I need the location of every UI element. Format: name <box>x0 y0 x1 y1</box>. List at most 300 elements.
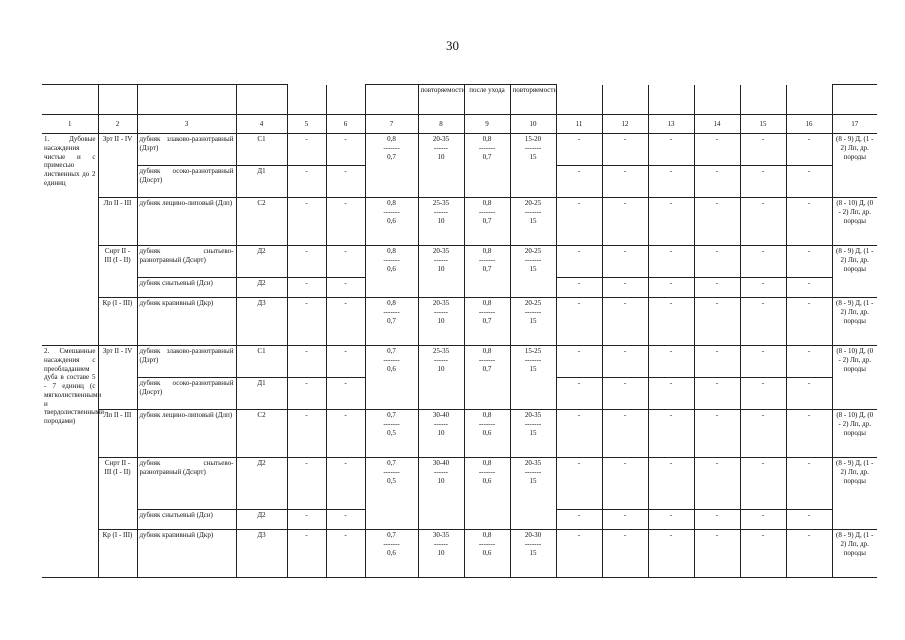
stand-composition: (8 - 9) Д, (1 - 2) Лп, др. породы <box>832 458 877 530</box>
col-12-value: - <box>602 278 648 298</box>
col-12-value: - <box>602 530 648 578</box>
col-13-value: - <box>648 134 694 166</box>
col-10-cell <box>510 458 556 530</box>
col-14-value: - <box>694 346 740 378</box>
fraction-value <box>513 247 554 273</box>
col-10-cell <box>510 298 556 346</box>
col-15-value: - <box>740 346 786 378</box>
col-11-value: - <box>556 134 602 166</box>
fraction-value <box>368 135 416 161</box>
fraction-part: 0,8 <box>387 135 396 143</box>
col-9-cell <box>464 410 510 458</box>
col-10-cell <box>510 198 556 246</box>
header-col8: повторяемости <box>418 85 464 115</box>
col-6-value: - <box>326 510 365 530</box>
col-13-value: - <box>648 278 694 298</box>
col-8-cell <box>418 198 464 246</box>
col-13-value: - <box>648 458 694 510</box>
forest-type-name: дубняк лещино-липовый (Длп) <box>137 410 236 458</box>
fraction-part: 0,6 <box>482 428 492 437</box>
col-11-value: - <box>556 410 602 458</box>
col-16-value: - <box>786 410 832 458</box>
column-number-13: 13 <box>648 115 694 134</box>
col-7-cell <box>365 410 418 458</box>
col-14-value: - <box>694 134 740 166</box>
forest-type-name: дубняк снытьево-разнотравный (Дснрт) <box>137 246 236 278</box>
stand-composition: (8 - 9) Д, (1 - 2) Лп, др. породы <box>832 246 877 298</box>
column-number-17: 17 <box>832 115 877 134</box>
column-number-row <box>42 115 877 134</box>
col-8-cell <box>418 298 464 346</box>
fraction-part: 0,7 <box>482 216 492 225</box>
col-9-cell <box>464 134 510 198</box>
fraction-value <box>421 347 462 373</box>
column-number-3: 3 <box>137 115 236 134</box>
col-11-value: - <box>556 278 602 298</box>
col-9-cell <box>464 458 510 530</box>
site-class: С2 <box>236 410 287 458</box>
column-number-6: 6 <box>326 115 365 134</box>
fraction-bar: ------- <box>383 207 400 216</box>
col-11-value: - <box>556 166 602 198</box>
fraction-bar: ------ <box>434 307 448 316</box>
col-9-cell <box>464 346 510 410</box>
site-class: Д1 <box>236 166 287 198</box>
forest-type-name: дубняк снытьево-разнотравный (Дснрт) <box>137 458 236 510</box>
fraction-value <box>421 299 462 325</box>
table-row <box>42 246 877 278</box>
fraction-value <box>467 459 508 485</box>
col-11-value: - <box>556 458 602 510</box>
fraction-part: 10 <box>437 264 445 273</box>
fraction-value <box>368 411 416 437</box>
fraction-part: 0,8 <box>387 247 396 255</box>
fraction-part: 0,8 <box>482 135 492 143</box>
col-14-value: - <box>694 410 740 458</box>
col-15-value: - <box>740 378 786 410</box>
fraction-bar: ------- <box>524 255 542 264</box>
col-11-value: - <box>556 298 602 346</box>
col-8-cell <box>418 530 464 578</box>
fraction-bar: ------- <box>524 143 542 152</box>
fraction-part: 25-35 <box>432 347 450 355</box>
col-6-value: - <box>326 458 365 510</box>
fraction-part: 30-40 <box>432 411 450 419</box>
column-number-4: 4 <box>236 115 287 134</box>
col-11-value: - <box>556 530 602 578</box>
site-class: С1 <box>236 134 287 166</box>
forest-type-code: Кр (I - III) <box>98 530 137 578</box>
col-12-value: - <box>602 378 648 410</box>
fraction-part: 15 <box>529 316 537 325</box>
fraction-part: 0,8 <box>482 531 492 539</box>
site-class: Д2 <box>236 278 287 298</box>
stand-composition: (8 - 9) Д, (1 - 2) Лп, др. породы <box>832 298 877 346</box>
col-13-value: - <box>648 378 694 410</box>
forest-type-code: Кр (I - III) <box>98 298 137 346</box>
fraction-bar: ------- <box>524 539 542 548</box>
forest-type-code: Лп II - III <box>98 410 137 458</box>
col-15-value: - <box>740 246 786 278</box>
fraction-bar: ------- <box>383 307 400 316</box>
fraction-bar: ------- <box>524 419 542 428</box>
col-15-value: - <box>740 410 786 458</box>
forest-type-name: дубняк осоко-разнотравный (Досрт) <box>137 378 236 410</box>
site-class: Д2 <box>236 458 287 510</box>
header-row <box>42 85 877 115</box>
fraction-part: 0,7 <box>482 264 492 273</box>
col-16-value: - <box>786 510 832 530</box>
fraction-part: 10 <box>437 364 445 373</box>
col-14-value: - <box>694 458 740 510</box>
fraction-part: 0,8 <box>387 199 396 207</box>
col-11-value: - <box>556 510 602 530</box>
col-5-value: - <box>287 458 326 510</box>
col-6-value: - <box>326 166 365 198</box>
fraction-value <box>368 531 416 557</box>
col-10-cell <box>510 134 556 198</box>
fraction-value <box>467 299 508 325</box>
fraction-part: 30-40 <box>432 459 450 467</box>
col-15-value: - <box>740 510 786 530</box>
col-5-value: - <box>287 346 326 378</box>
group-label: 2. Смешанные насаждения с преобладанием дуба в составе 5 - 7 единиц (с мягколиственными и твердолиственными породами) <box>42 346 98 578</box>
fraction-value <box>421 135 462 161</box>
fraction-part: 25-35 <box>432 199 450 207</box>
col-13-value: - <box>648 298 694 346</box>
fraction-value <box>368 199 416 225</box>
stand-composition: (8 - 10) Д, (0 - 2) Лп, др. породы <box>832 410 877 458</box>
forest-type-name: дубняк снытьевый (Дсн) <box>137 510 236 530</box>
col-5-value: - <box>287 166 326 198</box>
fraction-part: 20-25 <box>524 199 542 207</box>
fraction-part: 0,6 <box>387 548 396 557</box>
fraction-value <box>368 347 416 373</box>
stand-composition: (8 - 9) Д, (1 - 2) Лп, др. породы <box>832 530 877 578</box>
column-number-7: 7 <box>365 115 418 134</box>
col-14-value: - <box>694 510 740 530</box>
col-12-value: - <box>602 166 648 198</box>
fraction-part: 0,7 <box>482 364 492 373</box>
column-number-11: 11 <box>556 115 602 134</box>
fraction-part: 15 <box>529 548 537 557</box>
col-8-cell <box>418 410 464 458</box>
col-5-value: - <box>287 510 326 530</box>
header-col9: после ухода <box>464 85 510 115</box>
fraction-value <box>368 299 416 325</box>
col-10-cell <box>510 530 556 578</box>
fraction-bar: ------- <box>383 419 400 428</box>
fraction-part: 20-35 <box>432 247 450 255</box>
fraction-bar: ------- <box>478 467 496 476</box>
fraction-part: 10 <box>437 548 445 557</box>
col-10-cell <box>510 410 556 458</box>
col-14-value: - <box>694 278 740 298</box>
col-16-value: - <box>786 198 832 246</box>
col-7-cell <box>365 298 418 346</box>
col-15-value: - <box>740 530 786 578</box>
col-16-value: - <box>786 346 832 378</box>
fraction-value <box>368 459 416 485</box>
col-15-value: - <box>740 166 786 198</box>
table-row <box>42 346 877 378</box>
fraction-value <box>467 531 508 557</box>
fraction-part: 10 <box>437 316 445 325</box>
fraction-part: 15 <box>529 476 537 485</box>
col-13-value: - <box>648 510 694 530</box>
fraction-part: 0,6 <box>387 364 396 373</box>
col-5-value: - <box>287 410 326 458</box>
fraction-part: 20-25 <box>524 247 542 255</box>
site-class: Д1 <box>236 378 287 410</box>
fraction-bar: ------- <box>478 207 496 216</box>
fraction-part: 0,7 <box>482 152 492 161</box>
fraction-bar: ------- <box>383 355 400 364</box>
col-14-value: - <box>694 378 740 410</box>
forest-type-name: дубняк крапивный (Дкр) <box>137 530 236 578</box>
fraction-value <box>513 459 554 485</box>
forest-type-code: Зрт II - IV <box>98 346 137 410</box>
column-number-12: 12 <box>602 115 648 134</box>
col-16-value: - <box>786 378 832 410</box>
fraction-value <box>513 531 554 557</box>
fraction-part: 0,5 <box>387 476 396 485</box>
site-class: Д2 <box>236 510 287 530</box>
col-16-value: - <box>786 246 832 278</box>
fraction-bar: ------ <box>434 467 448 476</box>
fraction-bar: ------- <box>383 143 400 152</box>
col-13-value: - <box>648 246 694 278</box>
col-12-value: - <box>602 134 648 166</box>
stand-composition: (8 - 9) Д, (1 - 2) Лп, др. породы <box>832 134 877 198</box>
col-14-value: - <box>694 298 740 346</box>
fraction-bar: ------ <box>434 539 448 548</box>
fraction-part: 20-35 <box>432 299 450 307</box>
forest-type-name: дубняк злаково-разнотравный (Дзрт) <box>137 134 236 166</box>
col-14-value: - <box>694 198 740 246</box>
fraction-value <box>513 347 554 373</box>
col-5-value: - <box>287 530 326 578</box>
fraction-part: 10 <box>437 216 445 225</box>
column-number-8: 8 <box>418 115 464 134</box>
col-12-value: - <box>602 510 648 530</box>
fraction-bar: ------- <box>478 539 496 548</box>
col-12-value: - <box>602 298 648 346</box>
column-number-10: 10 <box>510 115 556 134</box>
table-row <box>42 198 877 246</box>
col-5-value: - <box>287 278 326 298</box>
fraction-bar: ------ <box>434 143 448 152</box>
col-6-value: - <box>326 410 365 458</box>
col-16-value: - <box>786 298 832 346</box>
fraction-bar: ------- <box>524 207 542 216</box>
fraction-part: 0,8 <box>387 299 396 307</box>
fraction-part: 0,6 <box>387 216 396 225</box>
fraction-part: 15 <box>529 216 537 225</box>
fraction-bar: ------- <box>478 355 496 364</box>
col-9-cell <box>464 198 510 246</box>
col-6-value: - <box>326 278 365 298</box>
col-8-cell <box>418 346 464 410</box>
col-7-cell <box>365 198 418 246</box>
column-number-15: 15 <box>740 115 786 134</box>
col-12-value: - <box>602 246 648 278</box>
fraction-value <box>467 347 508 373</box>
col-7-cell <box>365 346 418 410</box>
fraction-value <box>421 459 462 485</box>
fraction-value <box>467 247 508 273</box>
col-6-value: - <box>326 134 365 166</box>
col-5-value: - <box>287 246 326 278</box>
col-14-value: - <box>694 166 740 198</box>
col-6-value: - <box>326 246 365 278</box>
fraction-value <box>513 199 554 225</box>
forest-type-code: Снрт II - III (I - II) <box>98 458 137 530</box>
col-6-value: - <box>326 298 365 346</box>
fraction-value <box>513 299 554 325</box>
col-15-value: - <box>740 198 786 246</box>
col-16-value: - <box>786 166 832 198</box>
fraction-bar: ------- <box>524 467 542 476</box>
fraction-part: 30-35 <box>432 531 450 539</box>
col-16-value: - <box>786 278 832 298</box>
fraction-bar: ------- <box>524 355 542 364</box>
fraction-part: 0,5 <box>387 428 396 437</box>
site-class: Д3 <box>236 530 287 578</box>
fraction-part: 10 <box>437 152 445 161</box>
col-15-value: - <box>740 298 786 346</box>
forest-type-code: Зрт II - IV <box>98 134 137 198</box>
site-class: Д3 <box>236 298 287 346</box>
col-10-cell <box>510 246 556 298</box>
fraction-bar: ------ <box>434 355 448 364</box>
fraction-bar: ------- <box>524 307 542 316</box>
col-12-value: - <box>602 198 648 246</box>
table-row <box>42 458 877 510</box>
fraction-bar: ------ <box>434 419 448 428</box>
col-11-value: - <box>556 346 602 378</box>
table-row <box>42 298 877 346</box>
col-7-cell <box>365 530 418 578</box>
col-5-value: - <box>287 134 326 166</box>
column-number-14: 14 <box>694 115 740 134</box>
fraction-value <box>467 411 508 437</box>
col-13-value: - <box>648 166 694 198</box>
col-9-cell <box>464 298 510 346</box>
col-6-value: - <box>326 346 365 378</box>
column-number-2: 2 <box>98 115 137 134</box>
stand-composition: (8 - 10) Д, (0 - 2) Лп, др. породы <box>832 346 877 410</box>
column-number-16: 16 <box>786 115 832 134</box>
stand-composition: (8 - 10) Д, (0 - 2) Лп, др. породы <box>832 198 877 246</box>
fraction-part: 0,8 <box>482 411 492 419</box>
col-6-value: - <box>326 378 365 410</box>
col-14-value: - <box>694 246 740 278</box>
forest-type-name: дубняк крапивный (Дкр) <box>137 298 236 346</box>
fraction-value <box>421 411 462 437</box>
col-13-value: - <box>648 530 694 578</box>
fraction-value <box>421 247 462 273</box>
col-7-cell <box>365 246 418 298</box>
forest-type-code: Лп II - III <box>98 198 137 246</box>
fraction-part: 0,8 <box>482 247 492 255</box>
fraction-part: 15 <box>529 364 537 373</box>
fraction-part: 20-30 <box>524 531 542 539</box>
fraction-bar: ------- <box>383 255 400 264</box>
table-row <box>42 134 877 166</box>
col-16-value: - <box>786 458 832 510</box>
fraction-part: 0,8 <box>482 199 492 207</box>
forest-stand-table <box>42 84 877 578</box>
fraction-value <box>467 135 508 161</box>
fraction-part: 15 <box>529 428 537 437</box>
fraction-bar: ------- <box>383 467 400 476</box>
column-number-9: 9 <box>464 115 510 134</box>
site-class: С2 <box>236 198 287 246</box>
fraction-part: 20-35 <box>524 411 542 419</box>
col-5-value: - <box>287 378 326 410</box>
site-class: С1 <box>236 346 287 378</box>
fraction-part: 0,7 <box>387 411 396 419</box>
forest-type-code: Снрт II - III (I - II) <box>98 246 137 298</box>
fraction-bar: ------- <box>478 255 496 264</box>
col-6-value: - <box>326 530 365 578</box>
forest-type-name: дубняк осоко-разнотравный (Досрт) <box>137 166 236 198</box>
col-16-value: - <box>786 134 832 166</box>
fraction-value <box>368 247 416 273</box>
col-14-value: - <box>694 530 740 578</box>
col-8-cell <box>418 246 464 298</box>
col-11-value: - <box>556 378 602 410</box>
fraction-bar: ------ <box>434 255 448 264</box>
col-7-cell <box>365 134 418 198</box>
site-class: Д2 <box>236 246 287 278</box>
fraction-part: 0,7 <box>387 316 396 325</box>
col-15-value: - <box>740 278 786 298</box>
forest-type-name: дубняк лещино-липовый (Длп) <box>137 198 236 246</box>
group-label: 1. Дубовые насаждения чистые и с примесью лиственных до 2 единиц <box>42 134 98 346</box>
fraction-part: 15 <box>529 264 537 273</box>
fraction-part: 20-25 <box>524 299 542 307</box>
fraction-part: 0,8 <box>482 459 492 467</box>
col-16-value: - <box>786 530 832 578</box>
fraction-part: 0,6 <box>482 548 492 557</box>
col-9-cell <box>464 246 510 298</box>
forest-type-name: дубняк снытьевый (Дсн) <box>137 278 236 298</box>
fraction-part: 0,6 <box>387 264 396 273</box>
col-12-value: - <box>602 346 648 378</box>
fraction-value <box>421 199 462 225</box>
col-11-value: - <box>556 198 602 246</box>
fraction-part: 20-35 <box>432 135 450 143</box>
fraction-value <box>421 531 462 557</box>
forest-type-name: дубняк злаково-разнотравный (Дзрт) <box>137 346 236 378</box>
table-row <box>42 410 877 458</box>
column-number-5: 5 <box>287 115 326 134</box>
col-15-value: - <box>740 458 786 510</box>
col-7-cell <box>365 458 418 530</box>
col-10-cell <box>510 346 556 410</box>
fraction-bar: ------ <box>434 207 448 216</box>
col-8-cell <box>418 458 464 530</box>
col-12-value: - <box>602 458 648 510</box>
fraction-part: 0,8 <box>482 299 492 307</box>
col-12-value: - <box>602 410 648 458</box>
fraction-part: 15-20 <box>524 135 542 143</box>
fraction-bar: ------- <box>478 419 496 428</box>
fraction-part: 0,6 <box>482 476 492 485</box>
col-5-value: - <box>287 298 326 346</box>
